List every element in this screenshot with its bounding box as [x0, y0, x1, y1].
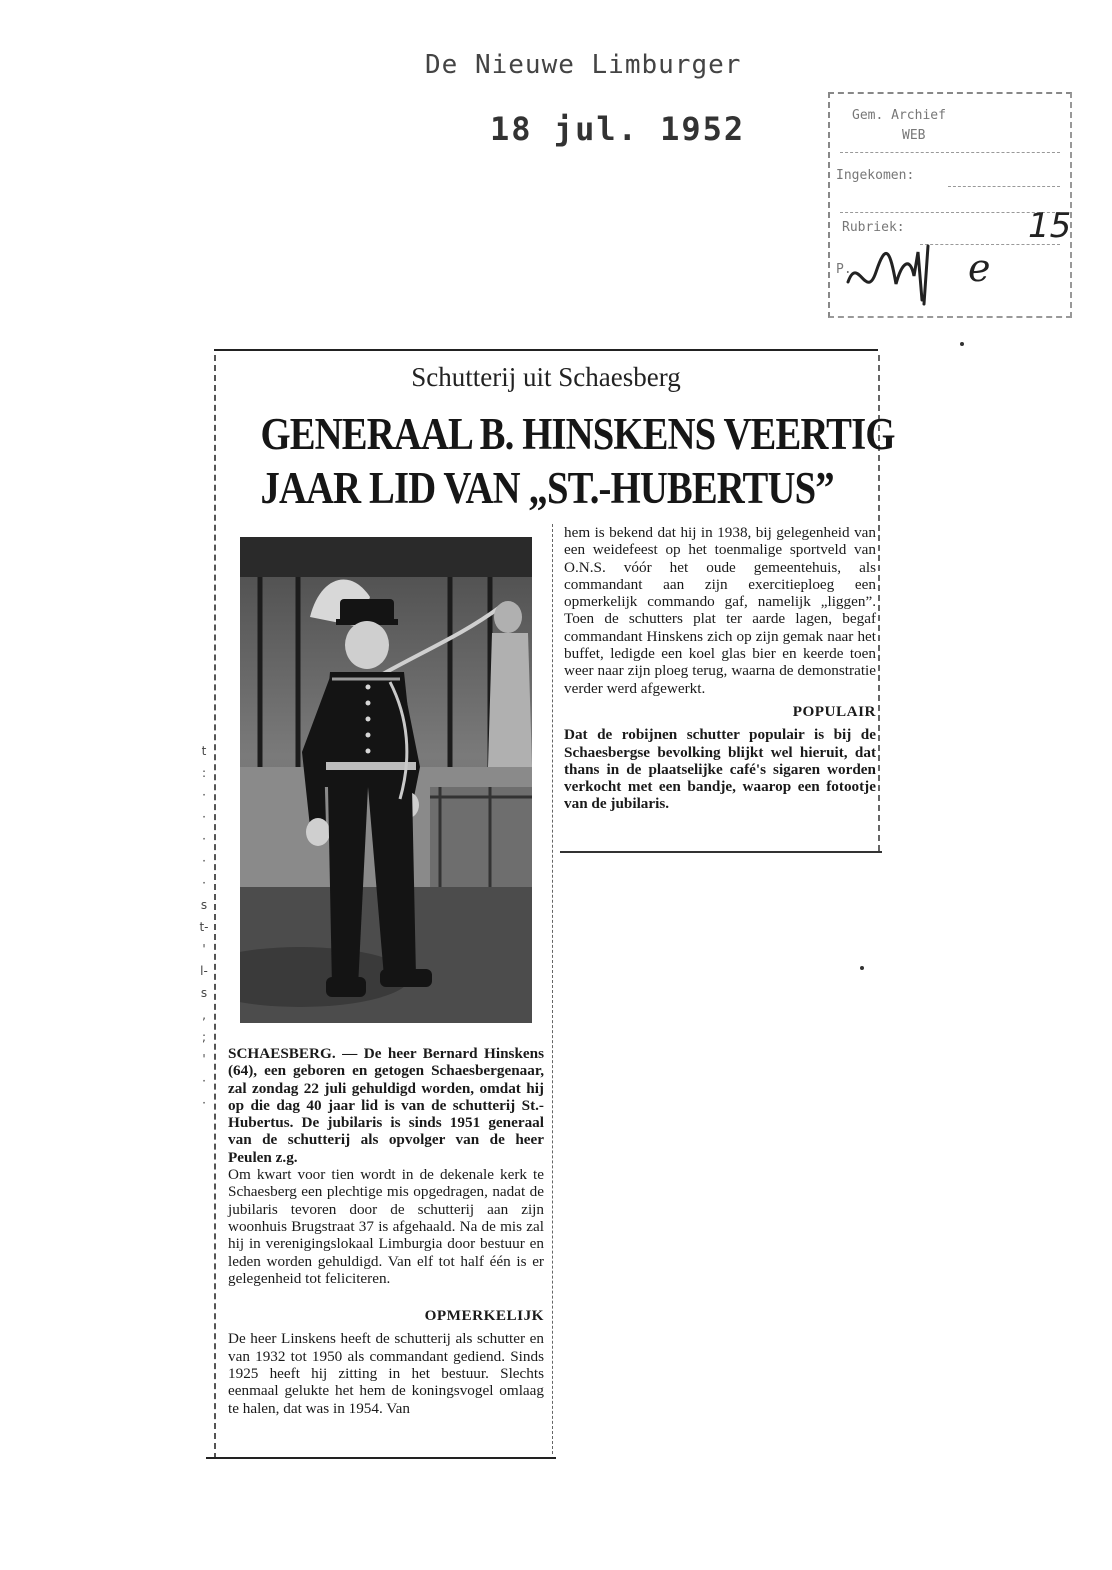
body-paragraph-bold: Dat de robijnen schutter populair is bij de Schaesbergse bevolking blijkt wel hieruit, dat thans in de plaatselijke café's sigaren worden verkocht met een bandje, waarop een fotootje van de jubilaris. — [564, 726, 876, 813]
headline-line-2: JAAR LID VAN „ST.-HUBERTUS” — [260, 463, 834, 513]
archive-stamp-line2: WEB — [902, 128, 926, 143]
margin-fragment: t- — [199, 920, 209, 934]
archive-stamp-number: 15 — [1028, 206, 1072, 246]
margin-fragment: ' — [202, 942, 206, 956]
margin-fragment: · — [202, 1074, 206, 1088]
archive-stamp-initials: e — [968, 246, 991, 290]
margin-fragment: · — [202, 876, 206, 890]
section-subhead: POPULAIR — [792, 702, 876, 720]
handwritten-signature-icon — [844, 242, 940, 306]
newspaper-name-stamp: De Nieuwe Limburger — [425, 50, 742, 80]
archive-stamp — [828, 92, 1072, 318]
clipping-top-rule — [214, 349, 878, 351]
column-divider — [552, 524, 553, 1454]
margin-fragment: s — [200, 898, 208, 912]
clipping-bottom-rule — [206, 1457, 556, 1459]
margin-fragment: , — [202, 1008, 206, 1022]
archive-stamp-line4: Rubriek: — [842, 220, 905, 235]
margin-fragment: ' — [202, 1052, 206, 1066]
photo-general-in-uniform — [240, 537, 532, 1023]
date-stamp: 18 jul. 1952 — [490, 110, 746, 148]
margin-fragment: : — [201, 766, 207, 780]
right-column — [564, 524, 876, 813]
margin-fragment: s — [200, 986, 208, 1000]
archive-stamp-line5: P. — [836, 262, 852, 277]
article-kicker: Schutterij uit Schaesberg — [411, 362, 681, 392]
left-column — [228, 1045, 544, 1417]
section-subhead: OPMERKELIJK — [424, 1307, 544, 1325]
margin-fragment: · — [202, 1096, 206, 1110]
archive-stamp-rule — [840, 212, 1060, 213]
archive-stamp-line3: Ingekomen: — [836, 168, 915, 183]
body-paragraph: Om kwart voor tien wordt in de dekenale kerk te Schaesberg een plechtige mis opgedragen, nadat de jubilaris tevoren door de schutterij aan zijn woonhuis Brugstraat 37 is afgehaald. Na de mis zal hij in verenigingslokaal Limburgia door bestuur en leden worden gehuldigd. Van elf tot half één is er gelegenheid tot feliciteren. — [228, 1166, 544, 1287]
body-paragraph: De heer Linskens heeft de schutterij als schutter en van 1932 tot 1950 als commandant gediend. Sinds 1925 heeft hij zitting in het bestuur. Slechts eenmaal gelukte het hem de koningsvogel omlaag te halen, dat was in 1954. Van — [228, 1330, 544, 1417]
margin-fragment: · — [202, 788, 206, 802]
article-photo — [240, 537, 532, 1023]
right-column-end-rule — [560, 851, 882, 853]
margin-fragments — [196, 740, 212, 1114]
margin-fragment: · — [202, 810, 206, 824]
margin-fragment: ; — [201, 1030, 207, 1044]
body-paragraph: hem is bekend dat hij in 1938, bij gelegenheid van een weidefeest op het toenmalige sportveld van O.N.S. vóór het oude gemeentehuis, als commandant aan zijn exercitieploeg een opmerkelijk commando gaf, namelijk „liggen”. Toen de schutters plat ter aarde lagen, begaf commandant Hinskens zich op zijn gemak naar het buffet, ledigde een koel glas bier en keerde toen weer naar zijn ploeg terug, waarna de demonstratie verder werd afgewerkt. — [564, 524, 876, 697]
archive-stamp-rule — [840, 152, 1060, 153]
margin-fragment: · — [202, 854, 206, 868]
archive-stamp-rule — [948, 186, 1060, 187]
margin-fragment: t — [201, 744, 207, 758]
scan-speck — [860, 966, 864, 970]
margin-fragment: · — [202, 832, 206, 846]
headline-line-1: GENERAAL B. HINSKENS VEERTIG — [260, 409, 895, 459]
margin-fragment: l- — [200, 964, 208, 978]
scan-speck — [960, 342, 964, 346]
archive-stamp-line1: Gem. Archief — [852, 108, 946, 123]
clipping-left-edge — [214, 355, 216, 1459]
lead-paragraph: SCHAESBERG. — De heer Bernard Hinskens (64), een geboren en getogen Schaesbergenaar, zal zondag 22 juli gehuldigd worden, omdat hij op die dag 40 jaar lid is van de schutterij St.-Hubertus. De jubilaris is sinds 1951 generaal van de schutterij als opvolger van de heer Peulen z.g. — [228, 1045, 544, 1166]
